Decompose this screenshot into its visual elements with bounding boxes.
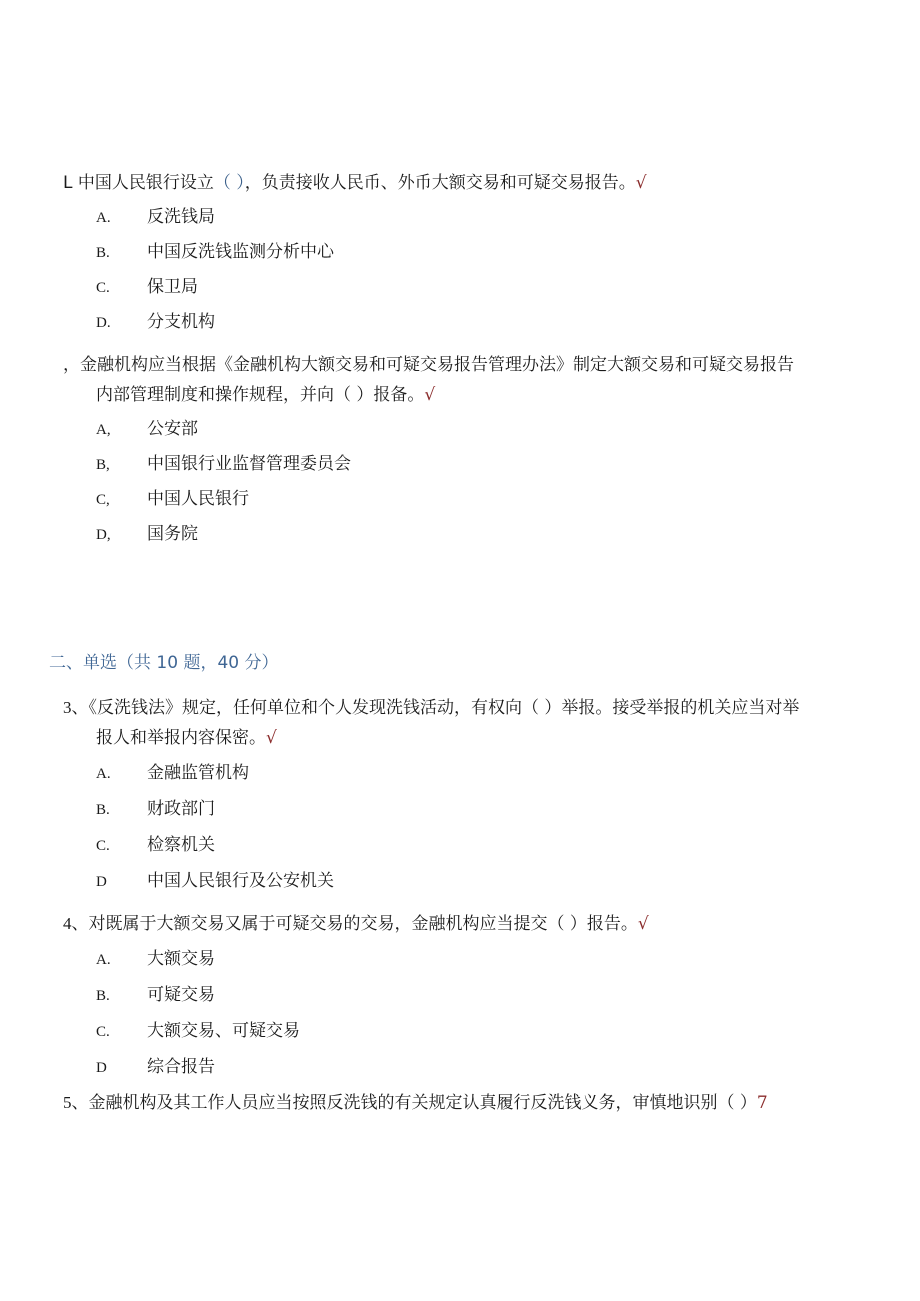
option-text: 中国人民银行及公安机关 [147,871,334,891]
option-letter: C. [96,1024,110,1040]
question-1-text-pre: L 中国人民银行设立 [63,173,214,193]
option-text: 大额交易、可疑交易 [147,1021,300,1041]
option-letter: D [96,874,107,890]
option-text: 中国银行业监督管理委员会 [147,454,351,474]
option-letter: A. [96,952,111,968]
question-1 [63,173,647,193]
option-text: 检察机关 [147,835,215,855]
option-text: 大额交易 [147,949,215,969]
question-5-number: 5、 [63,1093,89,1112]
option-letter: C, [96,492,110,508]
option-letter: C. [96,280,110,296]
option-letter: D. [96,315,111,331]
option-letter: D, [96,527,111,543]
question-5-text: 金融机构及其工作人员应当按照反洗钱的有关规定认真履行反洗钱义务，审慎地识别（ ） [88,1093,757,1113]
question-3-line-2 [96,728,277,748]
option-letter: A. [96,210,111,226]
question-3-number: 3、 [63,698,89,717]
question-2-text: 内部管理制度和操作规程，并向（ ）报备。 [96,385,425,405]
question-5 [63,1093,768,1113]
question-2-line-1: ，金融机构应当根据《金融机构大额交易和可疑交易报告管理办法》制定大额交易和可疑交易报告 [63,355,794,375]
question-1-blank: （ ） [213,173,245,193]
option-text: 公安部 [147,419,198,439]
option-text: 综合报告 [147,1057,215,1077]
option-text: 中国反洗钱监测分析中心 [147,242,334,262]
option-text: 分支机构 [147,312,215,332]
option-letter: A, [96,422,111,438]
question-4-mark: √ [637,914,649,934]
option-letter: D [96,1060,107,1076]
option-letter: B. [96,802,110,818]
section-heading: 二、单选（共 10 题，40 分） [49,653,279,673]
option-text: 金融监管机构 [147,763,249,783]
question-3-mark: √ [266,728,277,748]
option-text: 中国人民银行 [147,489,249,509]
question-5-mark: 7 [756,1093,768,1113]
option-letter: C. [96,838,110,854]
question-2-line-2 [96,385,435,405]
question-1-mark: √ [635,173,647,193]
option-letter: B. [96,988,110,1004]
option-text: 国务院 [147,524,198,544]
question-3-text: 《反洗钱法》规定，任何单位和个人发现洗钱活动，有权向（ ）举报。接受举报的机关应当对举 [88,698,800,718]
option-letter: B. [96,245,110,261]
question-4-number: 4、 [63,914,89,933]
option-text: 财政部门 [147,799,215,819]
option-text: 保卫局 [147,277,198,297]
option-text: 可疑交易 [147,985,215,1005]
question-3-text-cont: 报人和举报内容保密。 [96,728,266,748]
question-4-text: 对既属于大额交易又属于可疑交易的交易，金融机构应当提交（ ）报告。 [88,914,638,934]
question-2-mark: √ [424,385,436,405]
option-letter: B, [96,457,110,473]
question-3-line-1 [63,698,799,718]
option-text: 反洗钱局 [147,207,215,227]
option-letter: A. [96,766,111,782]
question-4 [63,914,649,934]
question-1-text-post: ，负责接收人民币、外币大额交易和可疑交易报告。 [244,173,636,193]
